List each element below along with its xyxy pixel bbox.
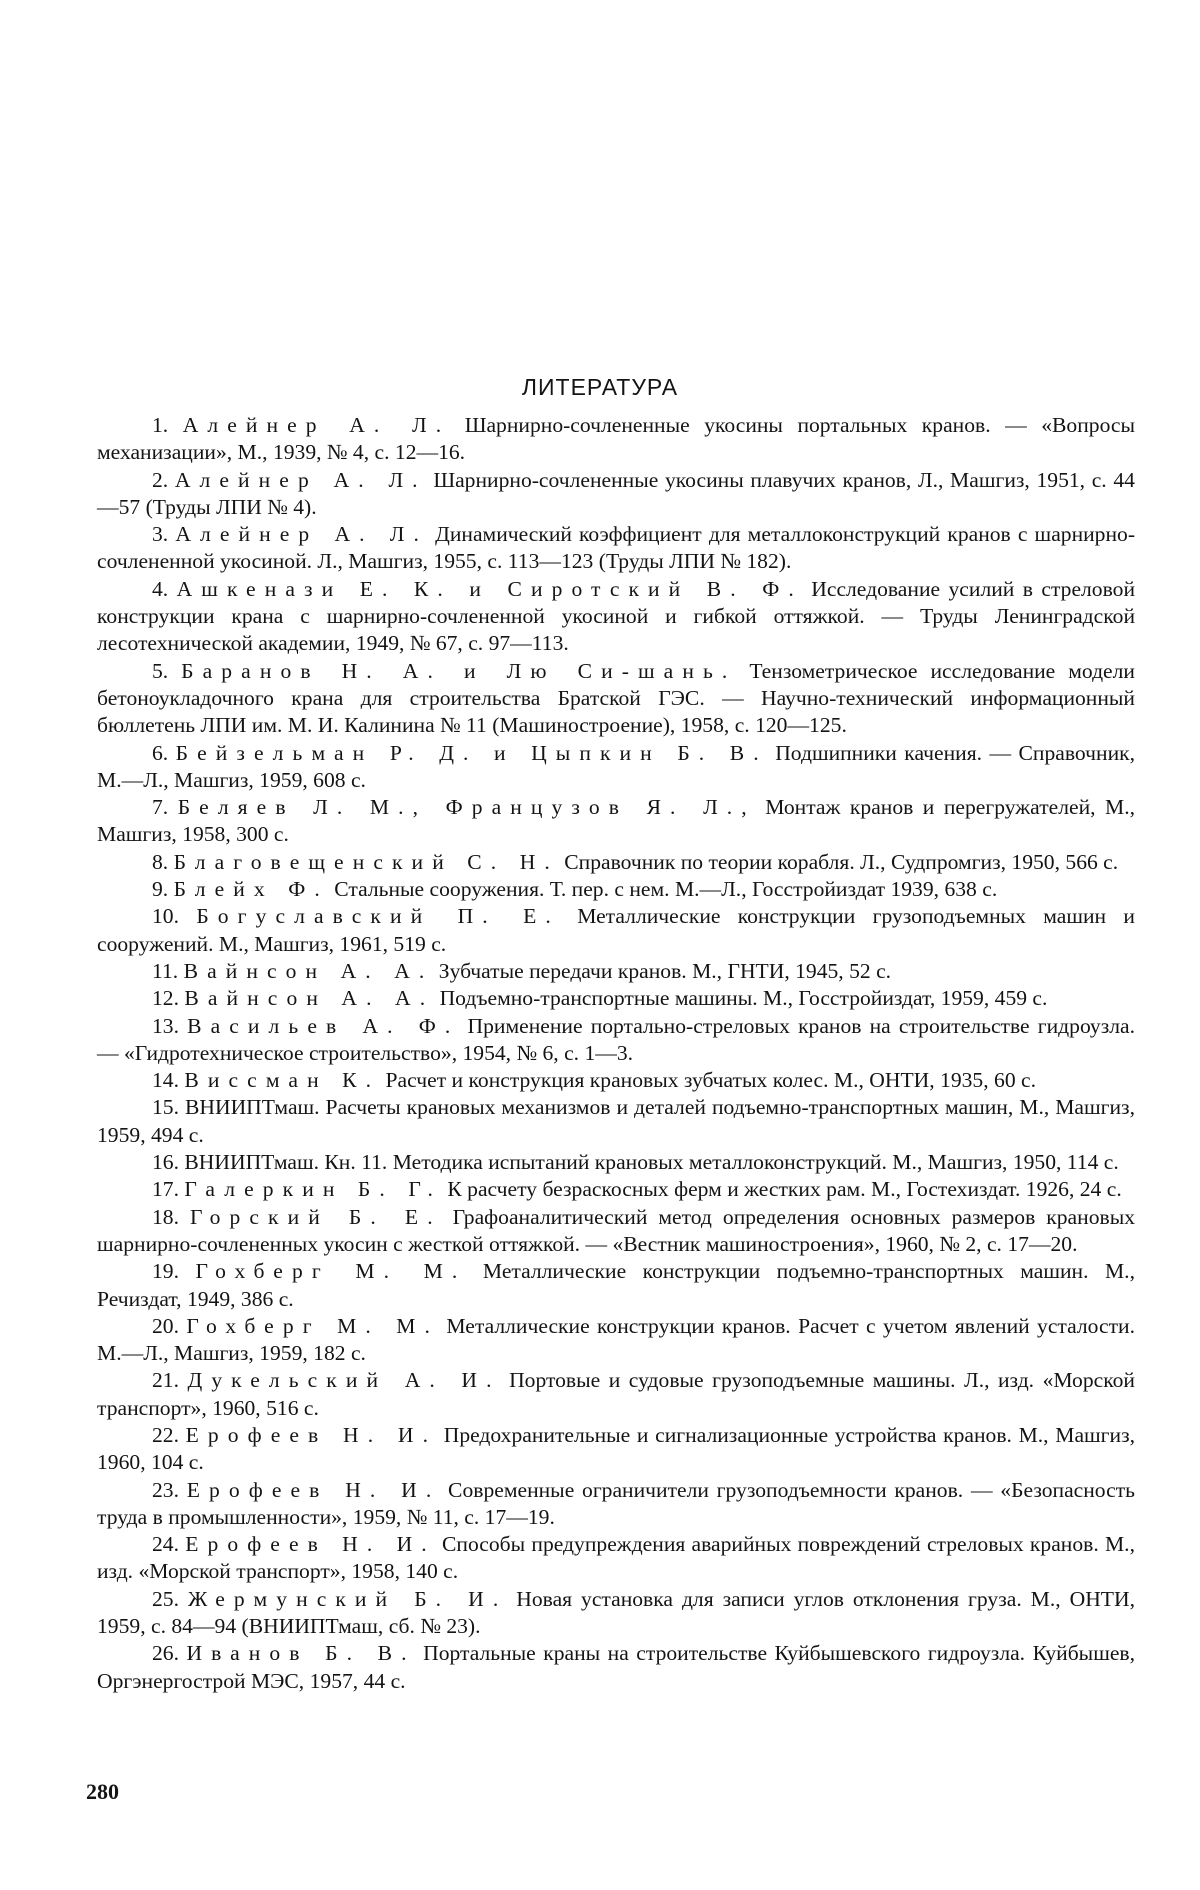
entry-author: Дукельский А. И. [187,1368,501,1393]
entry-number: 10. [152,904,179,929]
entry-text: Шарнирно-сочлененные укосины портальных кранов. — «Вопросы механизации», М., 1939, № 4, с. 12—16. [97,413,1135,465]
entry-number: 1. [152,413,169,437]
bibliography-entry [97,794,1135,849]
entry-author: Ерофеев Н. И. [186,1477,441,1502]
entry-number: 8. [152,849,169,874]
bibliography-entry [97,958,1135,985]
bibliography-entry [97,467,1135,522]
entry-author: Богуславский П. Е. [196,904,560,929]
entry-text: Тензометрическое исследование модели бетоноукладочного крана для строительства Братской ГЭС. — Научно-технический информационный бюллетень ЛПИ им. М. И. Калинина № 11 (Машиностроение), 1958, с. 120—125. [97,658,1135,738]
entry-text: Монтаж кранов и перегружателей, М., Машгиз, 1958, 300 с. [97,795,1135,847]
entry-text: Металлические конструкции грузоподъемных машин и сооружений. М., Машгиз, 1961, 519 с. [97,904,1135,956]
bibliography-entry [97,985,1135,1012]
entry-number: 5. [152,658,169,683]
bibliography-entry [97,849,1135,876]
bibliography-entry [97,1204,1135,1259]
entry-text: ВНИИПТмаш. Кн. 11. Методика испытаний крановых металлоконструкций. М., Машгиз, 1950, 114 с. [184,1150,1119,1175]
bibliography-entry [97,1477,1135,1532]
bibliography-entry [97,740,1135,795]
entry-text: Металлические конструкции подъемно-транспортных машин. М., Речиздат, 1949, 386 с. [97,1259,1135,1311]
entry-author: Баранов Н. А. и Лю Си-шань. [181,658,737,683]
entry-text: Способы предупреждения аварийных повреждений стреловых кранов. М., изд. «Морской транспорт», 1958, 140 с. [97,1532,1135,1584]
entry-text: Предохранительные и сигнализационные устройства кранов. М., Машгиз, 1960, 104 с. [97,1422,1135,1475]
bibliography-entry [97,1422,1135,1477]
entry-number: 15. [152,1095,179,1120]
entry-text: Портовые и судовые грузоподъемные машины. Л., изд. «Морской транспорт», 1960, 516 с. [97,1368,1135,1420]
bibliography-entry [97,1067,1135,1094]
entry-author: Галеркин Б. Г. [184,1177,442,1202]
entry-text: Шарнирно-сочлененные укосины плавучих кранов, Л., Машгиз, 1951, с. 44—57 (Труды ЛПИ № 4). [97,467,1135,519]
bibliography-entry [97,1013,1135,1068]
entry-author: Бейзельман Р. Д. и Цыпкин Б. В. [175,740,768,765]
entry-author: Алейнер А. Л. [182,413,451,437]
entry-author: Горский Б. Е. [190,1204,442,1229]
entry-author: Ашкенази Е. К. и Сиротский В. Ф. [176,576,803,601]
entry-number: 25. [152,1586,179,1611]
entry-number: 18. [152,1204,179,1229]
entry-number: 2. [152,467,169,492]
bibliography-entry [97,1367,1135,1422]
bibliography-entry [97,521,1135,576]
entry-text: ВНИИПТмаш. Расчеты крановых механизмов и деталей подъемно-транспортных машин, М., Машгиз, 1959, 494 с. [97,1095,1135,1147]
entry-number: 7. [152,795,169,820]
bibliography-entry [97,412,1135,467]
entry-number: 22. [152,1422,179,1447]
entry-text: Подъемно-транспортные машины. М., Госстройиздат, 1959, 459 с. [439,986,1048,1011]
entry-number: 24. [152,1532,179,1557]
entry-text: Исследование усилий в стреловой конструкции крана с шарнирно-сочлененной укосиной и гибкой оттяжкой. — Труды Ленинградской лесотехнической академии, 1949, № 67, с. 97—113. [97,576,1136,656]
entry-author: Ерофеев Н. И. [185,1422,438,1447]
entry-text: Стальные сооружения. Т. пер. с нем. М.—Л., Госстройиздат 1939, 638 с. [334,877,998,902]
entry-text: Применение портально-стреловых кранов на строительстве гидроузла. — «Гидротехническое строительство», 1954, № 6, с. 1—3. [97,1013,1136,1065]
entry-author: Алейнер А. Л. [175,522,428,547]
entry-author: Вайнсон А. А. [183,958,434,983]
entry-author: Ерофеев Н. И. [185,1532,436,1557]
page-number: 280 [86,1779,119,1804]
bibliography-entry [97,903,1135,958]
entry-number: 26. [152,1641,179,1666]
entry-text: Динамический коэффициент для металлоконструкций кранов с шарнирно-сочлененной укосиной. Л., Машгиз, 1955, с. 113—123 (Труды ЛПИ № 182). [97,522,1136,574]
bibliography-entry [97,1176,1135,1203]
bibliography-entry [97,1149,1135,1176]
entry-text: Новая установка для записи углов отклонения груза. М., ОНТИ, 1959, с. 84—94 (ВНИИПТмаш, сб. № 23). [97,1586,1135,1639]
entry-text: Расчет и конструкция крановых зубчатых колес. М., ОНТИ, 1935, 60 с. [385,1068,1036,1093]
bibliography-entry [97,576,1135,658]
entry-text: Подшипники качения. — Справочник, М.—Л., Машгиз, 1959, 608 с. [97,740,1136,792]
entry-text: Металлические конструкции кранов. Расчет с учетом явлений усталости. М.—Л., Машгиз, 1959, 182 с. [97,1313,1135,1366]
entry-author: Виссман К. [184,1068,381,1093]
entry-number: 4. [152,576,169,601]
entry-number: 6. [152,740,169,765]
bibliography-entry [97,1640,1135,1695]
entry-text: К расчету безраскосных ферм и жестких рам. М., Гостехиздат. 1926, 24 с. [447,1177,1122,1202]
entry-text: Портальные краны на строительстве Куйбышевского гидроузла. Куйбышев, Оргэнергострой МЭС, 1957, 44 с. [97,1641,1135,1693]
entry-text: Современные ограничители грузоподъемности кранов. — «Безопасность труда в промышленности», 1959, № 11, с. 17—19. [97,1477,1136,1529]
entry-author: Благовещенский С. Н. [173,849,559,874]
entry-author: Алейнер А. Л. [174,467,427,492]
entry-number: 9. [152,877,169,902]
page-title: ЛИТЕРАТУРА [521,374,679,400]
entry-number: 14. [152,1068,179,1093]
entry-author: Иванов Б. В. [186,1641,416,1666]
entry-author: Гохберг М. М. [186,1313,439,1338]
entry-number: 20. [152,1313,179,1338]
bibliography-entry [97,1094,1135,1149]
bibliography-list [97,412,1135,1695]
entry-author: Блейх Ф. [173,877,329,902]
entry-author: Жермунский Б. И. [187,1586,508,1611]
bibliography-entry [97,876,1135,903]
entry-text: Справочник по теории корабля. Л., Судпромгиз, 1950, 566 с. [564,849,1119,874]
entry-number: 19. [152,1259,179,1284]
entry-author: Гохберг М. М. [195,1259,467,1284]
entry-number: 21. [152,1368,179,1393]
entry-number: 23. [152,1477,179,1502]
entry-number: 16. [152,1150,179,1175]
entry-number: 11. [152,958,179,983]
bibliography-entry [97,1586,1135,1641]
entry-author: Вайнсон А. А. [184,986,435,1011]
bibliography-entry [97,1531,1135,1586]
entry-number: 17. [152,1177,179,1202]
entry-text: Зубчатые передачи кранов. М., ГНТИ, 1945, 52 с. [438,958,892,983]
entry-text: Графоаналитический метод определения основных размеров крановых шарнирно-сочлененных укосин с жесткой оттяжкой. — «Вестник машиностроения», 1960, № 2, с. 17—20. [97,1204,1135,1256]
entry-number: 12. [152,986,179,1011]
bibliography-entry [97,1258,1135,1313]
bibliography-entry [97,1313,1135,1368]
bibliography-entry [97,658,1135,740]
entry-author: Васильев А. Ф. [187,1013,460,1038]
entry-author: Беляев Л. М., Французов Я. Л., [177,795,756,820]
entry-number: 13. [152,1013,179,1038]
entry-number: 3. [152,522,169,547]
